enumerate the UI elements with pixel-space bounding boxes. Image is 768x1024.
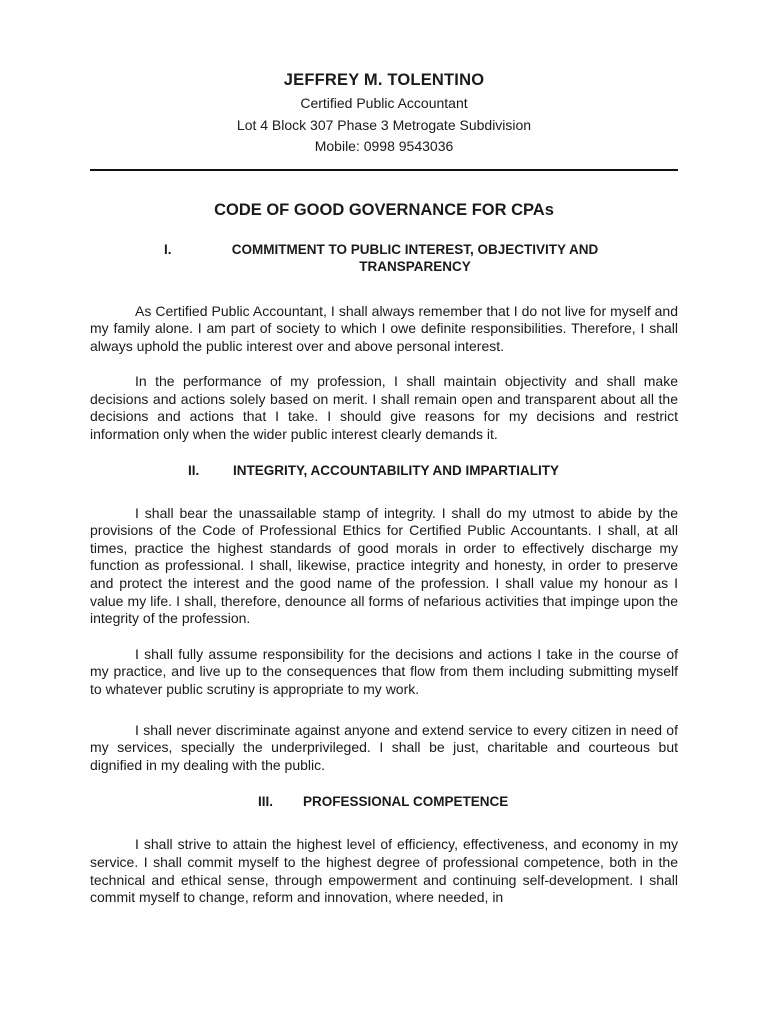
section-title: INTEGRITY, ACCOUNTABILITY AND IMPARTIALITY	[233, 462, 559, 478]
paragraph: I shall strive to attain the highest level of efficiency, effectiveness, and economy in my service. I shall commit myself to the highest degree of professional competence, both in the technical and ethical sense, through empowerment and continuing self-development. I shall commit myself to change, reform and innovation, where needed, in	[90, 836, 678, 906]
section-heading-3	[90, 793, 678, 810]
section-number: I.	[164, 241, 172, 257]
section-heading-2	[90, 462, 678, 479]
section-title: PROFESSIONAL COMPETENCE	[303, 794, 509, 810]
author-mobile: Mobile: 0998 9543036	[314, 138, 454, 154]
paragraph: As Certified Public Accountant, I shall always remember that I do not live for myself and my family alone. I am part of society to which I owe definite responsibilities. Therefore, I shall always uphold the public interest over and above personal interest.	[90, 302, 678, 354]
paragraph: I shall never discriminate against anyone and extend service to every citizen in need of my services, specially the underprivileged. I shall be just, charitable and courteous but dignified in my dealing with the public.	[90, 721, 678, 773]
section-heading-1	[90, 241, 678, 275]
author-address: Lot 4 Block 307 Phase 3 Metrogate Subdivision	[236, 116, 532, 133]
author-title: Certified Public Accountant	[300, 95, 468, 111]
paragraph: I shall bear the unassailable stamp of integrity. I shall do my utmost to abide by the provisions of the Code of Professional Ethics for Certified Public Accountants. I shall, at all times, practice the highest standards of good morals in order to effectively discharge my function as professional. I shall, likewise, practice integrity and honesty, in order to preserve and protect the interest and the good name of the profession. I shall value my honour as I value my life. I shall, therefore, denounce all forms of nefarious activities that impinge upon the integrity of the profession.	[90, 504, 678, 627]
section-number: III.	[258, 794, 274, 810]
letterhead	[90, 0, 678, 158]
section-title: COMMITMENT TO PUBLIC INTEREST, OBJECTIVITY AND TRANSPARENCY	[231, 241, 599, 274]
author-name: JEFFREY M. TOLENTINO	[283, 71, 485, 89]
paragraph: I shall fully assume responsibility for the decisions and actions I take in the course of my practice, and live up to the consequences that flow from them including submitting myself to whatever public scrutiny is appropriate to my work.	[90, 645, 678, 697]
paragraph: In the performance of my profession, I shall maintain objectivity and shall make decisions and actions solely based on merit. I shall remain open and transparent about all the decisions and actions that I take. I should give reasons for my decisions and restrict information only when the wider public interest clearly demands it.	[90, 373, 678, 443]
document-title: CODE OF GOOD GOVERNANCE FOR CPAs	[214, 200, 554, 219]
section-number: II.	[188, 462, 200, 478]
letterhead-divider	[90, 169, 678, 171]
